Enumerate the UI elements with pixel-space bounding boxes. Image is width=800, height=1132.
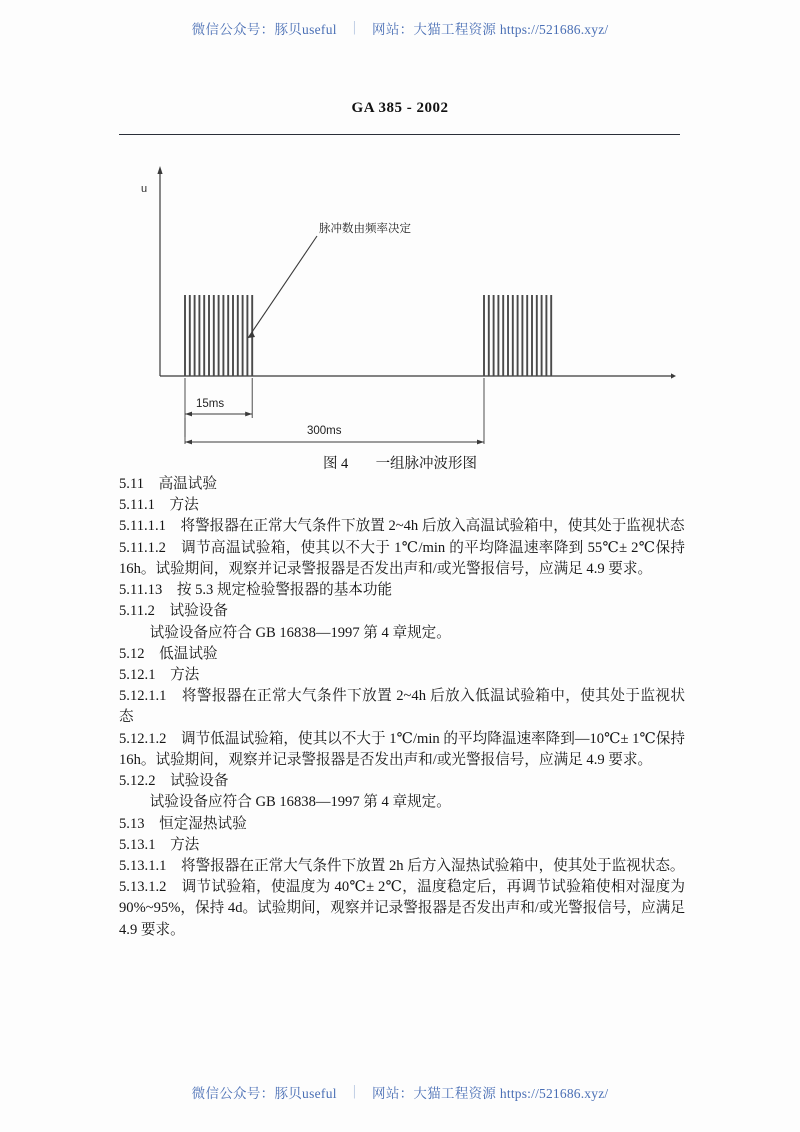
header-divider [119, 134, 680, 135]
clause-5-11-1-2: 5.11.1.2 调节高温试验箱，使其以不大于 1℃/min 的平均降温速率降到 55℃± 2℃保持 16h。试验期间，观察并记录警报器是否发出声和/或光警报信号，应满足 4.9 要求。 [119, 539, 685, 577]
dimension-15ms [185, 378, 252, 437]
pulse-waveform-figure [119, 152, 680, 452]
pulse-burst-2 [484, 295, 551, 376]
watermark-url-bottom: https://521686.xyz/ [499, 1086, 609, 1101]
clause-5-12-1-2: 5.12.1.2 调节低温试验箱，使其以不大于 1℃/min 的平均降温速率降到—10℃± 1℃保持 16h。试验期间，观察并记录警报器是否发出声和/或光警报信号，应满足 4.9 要求。 [119, 730, 685, 768]
clause-5-13-1-2: 5.13.1.2 调节试验箱，使温度为 40℃± 2℃，温度稳定后，再调节试验箱使相对湿度为 90%~95%，保持 4d。试验期间，观察并记录警报器是否发出声和/或光警报信号，应满足 4.9 要求。 [119, 879, 685, 938]
pulse-burst-1 [185, 295, 252, 376]
clause-5-11-2: 5.11.2 试验设备 [119, 603, 228, 620]
watermark-site: 网站：大猫工程资源 [372, 22, 497, 37]
clause-5-11-1: 5.11.1 方法 [119, 497, 199, 514]
axis-group [157, 166, 676, 379]
dimension-15ms-arrow-left [185, 412, 192, 417]
watermark-separator-bottom: ｜ [347, 1085, 362, 1100]
clause-5-12-2-body: 试验设备应符合 GB 16838—1997 第 4 章规定。 [149, 794, 451, 811]
figure-caption-number: 图 4 [322, 456, 349, 472]
body-text-block [119, 474, 685, 941]
watermark-account: 微信公众号：豚贝useful [191, 22, 337, 37]
dimension-300ms-arrow-left [185, 440, 192, 445]
clause-5-13-1-1: 5.13.1.1 将警报器在正常大气条件下放置 2h 后方入湿热试验箱中，使其处于监视状态。 [119, 857, 685, 874]
watermark-site-bottom: 网站：大猫工程资源 [372, 1086, 497, 1101]
y-axis-arrow [157, 166, 162, 174]
clause-5-11: 5.11 高温试验 [119, 476, 217, 492]
watermark-separator: ｜ [347, 21, 362, 36]
x-axis-arrow [671, 373, 676, 378]
annotation-leader-line [248, 236, 317, 338]
clause-5-13-1: 5.13.1 方法 [119, 836, 200, 853]
page-title: GA 385 - 2002 [351, 100, 449, 116]
clause-5-11-2-body: 试验设备应符合 GB 16838—1997 第 4 章规定。 [149, 624, 451, 641]
clause-5-12-1: 5.12.1 方法 [119, 666, 200, 683]
annotation-label: 脉冲数由频率决定 [319, 221, 411, 235]
watermark-url: https://521686.xyz/ [499, 22, 609, 37]
clause-5-12: 5.12 低温试验 [119, 645, 218, 662]
clause-5-13: 5.13 恒定湿热试验 [119, 815, 247, 832]
figure-caption-title: 一组脉冲波形图 [375, 456, 478, 472]
clause-5-11-13: 5.11.13 按 5.3 规定检验警报器的基本功能 [119, 582, 393, 599]
dimension-300ms-arrow-right [477, 440, 484, 445]
watermark-account-bottom: 微信公众号：豚贝useful [191, 1086, 337, 1101]
watermark-bottom [0, 1082, 800, 1102]
clause-5-11-1-1: 5.11.1.1 将警报器在正常大气条件下放置 2~4h 后放入高温试验箱中，使其处于监视状态 [119, 518, 685, 535]
dimension-15ms-label: 15ms [196, 398, 225, 410]
clause-5-12-2: 5.12.2 试验设备 [119, 773, 229, 790]
watermark-top [0, 18, 800, 38]
dimension-300ms-label: 300ms [307, 425, 342, 437]
dimension-300ms [185, 378, 484, 444]
dimension-15ms-arrow-right [245, 412, 252, 417]
y-axis-label: u [141, 183, 148, 195]
pulse-waveform-svg [119, 152, 680, 452]
clause-5-12-1-1: 5.12.1.1 将警报器在正常大气条件下放置 2~4h 后放入低温试验箱中，使其处于监视状态 [119, 688, 685, 726]
figure-caption [0, 452, 800, 473]
